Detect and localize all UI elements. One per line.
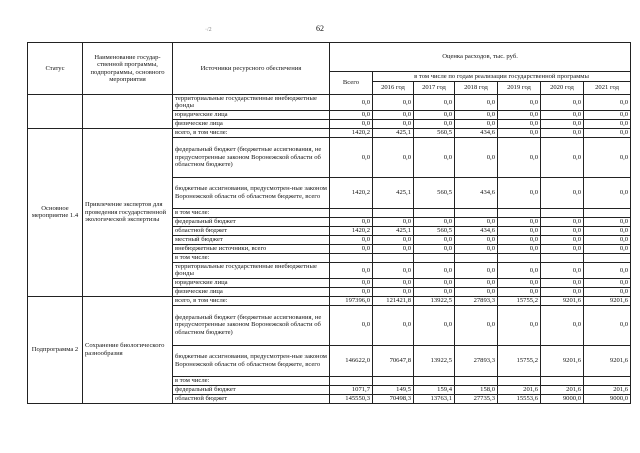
- cell-year-value: 425,1: [373, 177, 414, 208]
- cell-year-value: 0,0: [373, 262, 414, 278]
- page-number: 62: [316, 24, 324, 33]
- cell-year-value: 0,0: [584, 235, 631, 244]
- header-total: Всего: [330, 72, 373, 95]
- cell-year-value: 13922,5: [414, 296, 455, 305]
- table-row: [28, 95, 631, 111]
- cell-year-value: 0,0: [498, 287, 541, 296]
- cell-year-value: 0,0: [373, 137, 414, 177]
- cell-year-value: 121421,8: [373, 296, 414, 305]
- cell-name-empty: [83, 95, 173, 129]
- cell-year-value: 0,0: [455, 119, 498, 128]
- cell-source: в том числе:: [173, 208, 330, 217]
- header-estimate: Оценка расходов, тыс. руб.: [330, 43, 631, 72]
- cell-year-value: 0,0: [498, 226, 541, 235]
- header-year: 2016 год: [373, 82, 414, 95]
- cell-year-value: 0,0: [455, 217, 498, 226]
- cell-total: 0,0: [330, 235, 373, 244]
- cell-year-value: 0,0: [373, 287, 414, 296]
- cell-year-value: 0,0: [414, 305, 455, 345]
- cell-year-value: 70647,8: [373, 345, 414, 376]
- cell-year-value: 149,5: [373, 385, 414, 394]
- cell-year-value: [584, 253, 631, 262]
- budget-table: [27, 42, 631, 404]
- cell-year-value: 434,6: [455, 226, 498, 235]
- cell-year-value: 0,0: [541, 262, 584, 278]
- cell-year-value: 434,6: [455, 177, 498, 208]
- cell-year-value: 201,6: [541, 385, 584, 394]
- cell-year-value: 9201,6: [541, 345, 584, 376]
- cell-total: 0,0: [330, 110, 373, 119]
- cell-source: в том числе:: [173, 376, 330, 385]
- cell-source: федеральный бюджет: [173, 217, 330, 226]
- cell-total: 197396,0: [330, 296, 373, 305]
- cell-total: [330, 253, 373, 262]
- cell-source: областной бюджет: [173, 226, 330, 235]
- cell-source: всего, в том числе:: [173, 296, 330, 305]
- cell-year-value: 0,0: [455, 278, 498, 287]
- cell-year-value: 27893,3: [455, 296, 498, 305]
- cell-total: 0,0: [330, 217, 373, 226]
- cell-year-value: 0,0: [541, 128, 584, 137]
- cell-year-value: 0,0: [455, 262, 498, 278]
- cell-source: внебюджетные источники, всего: [173, 244, 330, 253]
- cell-source: федеральный бюджет (бюджетные ассигнования, не предусмотренные законом Воронежской области об областном бюджете): [173, 137, 330, 177]
- cell-year-value: 0,0: [541, 95, 584, 111]
- cell-program-name: Привлечение экспертов для проведения государственной экологической экспертизы: [83, 128, 173, 296]
- cell-year-value: 159,4: [414, 385, 455, 394]
- cell-year-value: 0,0: [498, 119, 541, 128]
- cell-year-value: [541, 253, 584, 262]
- header-year: 2020 год: [541, 82, 584, 95]
- cell-year-value: 0,0: [541, 235, 584, 244]
- cell-year-value: 0,0: [541, 244, 584, 253]
- cell-year-value: 9000,0: [584, 394, 631, 403]
- cell-year-value: 0,0: [455, 235, 498, 244]
- cell-year-value: [498, 208, 541, 217]
- cell-year-value: [498, 253, 541, 262]
- cell-source: федеральный бюджет (бюджетные ассигнования, не предусмотренные законом Воронежской области об областном бюджете): [173, 305, 330, 345]
- cell-status: Подпрограмма 2: [28, 296, 83, 403]
- cell-year-value: [541, 376, 584, 385]
- cell-year-value: 425,1: [373, 128, 414, 137]
- cell-year-value: 15553,6: [498, 394, 541, 403]
- cell-year-value: 0,0: [373, 95, 414, 111]
- cell-total: 146622,0: [330, 345, 373, 376]
- cell-source: территориальные государственные внебюджетные фонды: [173, 262, 330, 278]
- cell-year-value: 560,5: [414, 226, 455, 235]
- cell-total: [330, 376, 373, 385]
- header-name: Наименование государ-ственной программы, подпрограммы, основного мероприятия: [83, 43, 173, 95]
- cell-total: 0,0: [330, 244, 373, 253]
- cell-year-value: [373, 376, 414, 385]
- cell-year-value: 158,0: [455, 385, 498, 394]
- cell-source: физические лица: [173, 119, 330, 128]
- cell-year-value: [584, 376, 631, 385]
- cell-year-value: 0,0: [373, 305, 414, 345]
- cell-year-value: 0,0: [455, 95, 498, 111]
- cell-year-value: 0,0: [541, 119, 584, 128]
- cell-source: в том числе:: [173, 253, 330, 262]
- cell-year-value: [455, 253, 498, 262]
- header-source: Источники ресурсного обеспечения: [173, 43, 330, 95]
- cell-total: 0,0: [330, 305, 373, 345]
- cell-year-value: 0,0: [414, 235, 455, 244]
- cell-year-value: [373, 253, 414, 262]
- cell-year-value: 425,1: [373, 226, 414, 235]
- cell-total: 0,0: [330, 137, 373, 177]
- cell-total: 0,0: [330, 119, 373, 128]
- cell-year-value: 15755,2: [498, 296, 541, 305]
- cell-year-value: [584, 208, 631, 217]
- cell-year-value: 0,0: [541, 226, 584, 235]
- cell-source: федеральный бюджет: [173, 385, 330, 394]
- cell-year-value: 0,0: [373, 244, 414, 253]
- cell-year-value: 70498,3: [373, 394, 414, 403]
- cell-year-value: 0,0: [373, 119, 414, 128]
- cell-year-value: 0,0: [584, 177, 631, 208]
- cell-source: юридические лица: [173, 110, 330, 119]
- cell-year-value: 0,0: [498, 110, 541, 119]
- cell-source: юридические лица: [173, 278, 330, 287]
- cell-year-value: 0,0: [498, 128, 541, 137]
- cell-total: [330, 208, 373, 217]
- cell-year-value: 0,0: [455, 305, 498, 345]
- cell-year-value: 0,0: [541, 177, 584, 208]
- cell-year-value: 0,0: [414, 217, 455, 226]
- table-row: [28, 128, 631, 137]
- cell-total: 0,0: [330, 287, 373, 296]
- cell-year-value: 13763,1: [414, 394, 455, 403]
- cell-year-value: 0,0: [414, 278, 455, 287]
- cell-year-value: 0,0: [541, 137, 584, 177]
- cell-year-value: 0,0: [373, 217, 414, 226]
- cell-year-value: 0,0: [498, 177, 541, 208]
- header-year: 2021 год: [584, 82, 631, 95]
- cell-year-value: 0,0: [541, 217, 584, 226]
- cell-year-value: [455, 208, 498, 217]
- cell-year-value: 0,0: [541, 287, 584, 296]
- cell-year-value: 0,0: [498, 262, 541, 278]
- cell-year-value: 434,6: [455, 128, 498, 137]
- cell-year-value: 0,0: [584, 305, 631, 345]
- cell-source: областной бюджет: [173, 394, 330, 403]
- cell-year-value: 0,0: [414, 262, 455, 278]
- cell-year-value: 0,0: [414, 110, 455, 119]
- cell-year-value: 27893,3: [455, 345, 498, 376]
- cell-year-value: [541, 208, 584, 217]
- cell-year-value: 0,0: [498, 217, 541, 226]
- cell-year-value: 0,0: [498, 305, 541, 345]
- cell-year-value: 15755,2: [498, 345, 541, 376]
- cell-year-value: 0,0: [584, 95, 631, 111]
- cell-total: 0,0: [330, 95, 373, 111]
- cell-year-value: [414, 208, 455, 217]
- cell-year-value: 0,0: [455, 287, 498, 296]
- table-row: [28, 296, 631, 305]
- cell-year-value: 0,0: [498, 95, 541, 111]
- cell-year-value: 9000,0: [541, 394, 584, 403]
- cell-year-value: [498, 376, 541, 385]
- cell-year-value: 0,0: [584, 128, 631, 137]
- cell-year-value: 9201,6: [584, 296, 631, 305]
- cell-status: Основное мероприятие 1.4: [28, 128, 83, 296]
- cell-year-value: 0,0: [584, 217, 631, 226]
- cell-year-value: 560,5: [414, 177, 455, 208]
- cell-source: бюджетные ассигнования, предусмотрен-ные законом Воронежской области об областном бюджете, всего: [173, 345, 330, 376]
- cell-total: 1420,2: [330, 177, 373, 208]
- cell-program-name: Сохранение биологического разнообразия: [83, 296, 173, 403]
- cell-year-value: [414, 253, 455, 262]
- corner-mark: ·/2: [205, 27, 212, 33]
- cell-total: 1420,2: [330, 128, 373, 137]
- cell-year-value: 0,0: [584, 244, 631, 253]
- cell-source: физические лица: [173, 287, 330, 296]
- cell-year-value: 0,0: [373, 235, 414, 244]
- cell-year-value: 0,0: [455, 244, 498, 253]
- cell-year-value: 0,0: [455, 137, 498, 177]
- cell-year-value: 0,0: [414, 119, 455, 128]
- cell-year-value: 0,0: [455, 110, 498, 119]
- cell-year-value: 27735,3: [455, 394, 498, 403]
- cell-year-value: 0,0: [584, 278, 631, 287]
- cell-year-value: 560,5: [414, 128, 455, 137]
- cell-year-value: 0,0: [498, 244, 541, 253]
- cell-year-value: 201,6: [498, 385, 541, 394]
- header-year: 2019 год: [498, 82, 541, 95]
- header-year: 2017 год: [414, 82, 455, 95]
- cell-source: территориальные государственные внебюджетные фонды: [173, 95, 330, 111]
- cell-year-value: 0,0: [584, 226, 631, 235]
- cell-year-value: 0,0: [584, 287, 631, 296]
- cell-year-value: [373, 208, 414, 217]
- cell-year-value: 0,0: [541, 110, 584, 119]
- cell-year-value: 0,0: [584, 137, 631, 177]
- cell-year-value: 0,0: [414, 244, 455, 253]
- cell-year-value: 9201,6: [584, 345, 631, 376]
- cell-year-value: [455, 376, 498, 385]
- header-status: Статус: [28, 43, 83, 95]
- cell-year-value: 0,0: [541, 305, 584, 345]
- cell-year-value: 9201,6: [541, 296, 584, 305]
- table-body: [28, 95, 631, 404]
- cell-total: 145550,3: [330, 394, 373, 403]
- cell-source: бюджетные ассигнования, предусмотрен-ные законом Воронежской области об областном бюджете, всего: [173, 177, 330, 208]
- cell-total: 1420,2: [330, 226, 373, 235]
- cell-year-value: 0,0: [498, 137, 541, 177]
- cell-year-value: 0,0: [541, 278, 584, 287]
- cell-year-value: 13922,5: [414, 345, 455, 376]
- cell-status-empty: [28, 95, 83, 129]
- cell-year-value: 0,0: [498, 235, 541, 244]
- cell-year-value: [414, 376, 455, 385]
- cell-year-value: 0,0: [373, 278, 414, 287]
- cell-year-value: 0,0: [498, 278, 541, 287]
- cell-year-value: 0,0: [414, 95, 455, 111]
- cell-year-value: 0,0: [414, 287, 455, 296]
- cell-total: 0,0: [330, 278, 373, 287]
- header-year: 2018 год: [455, 82, 498, 95]
- cell-source: местный бюджет: [173, 235, 330, 244]
- cell-source: всего, в том числе:: [173, 128, 330, 137]
- cell-year-value: 0,0: [584, 262, 631, 278]
- cell-total: 1071,7: [330, 385, 373, 394]
- cell-year-value: 0,0: [584, 119, 631, 128]
- cell-year-value: 0,0: [373, 110, 414, 119]
- cell-year-value: 201,6: [584, 385, 631, 394]
- cell-year-value: 0,0: [584, 110, 631, 119]
- cell-year-value: 0,0: [414, 137, 455, 177]
- header-by-years: в том числе по годам реализации государственной программы: [373, 72, 631, 82]
- cell-total: 0,0: [330, 262, 373, 278]
